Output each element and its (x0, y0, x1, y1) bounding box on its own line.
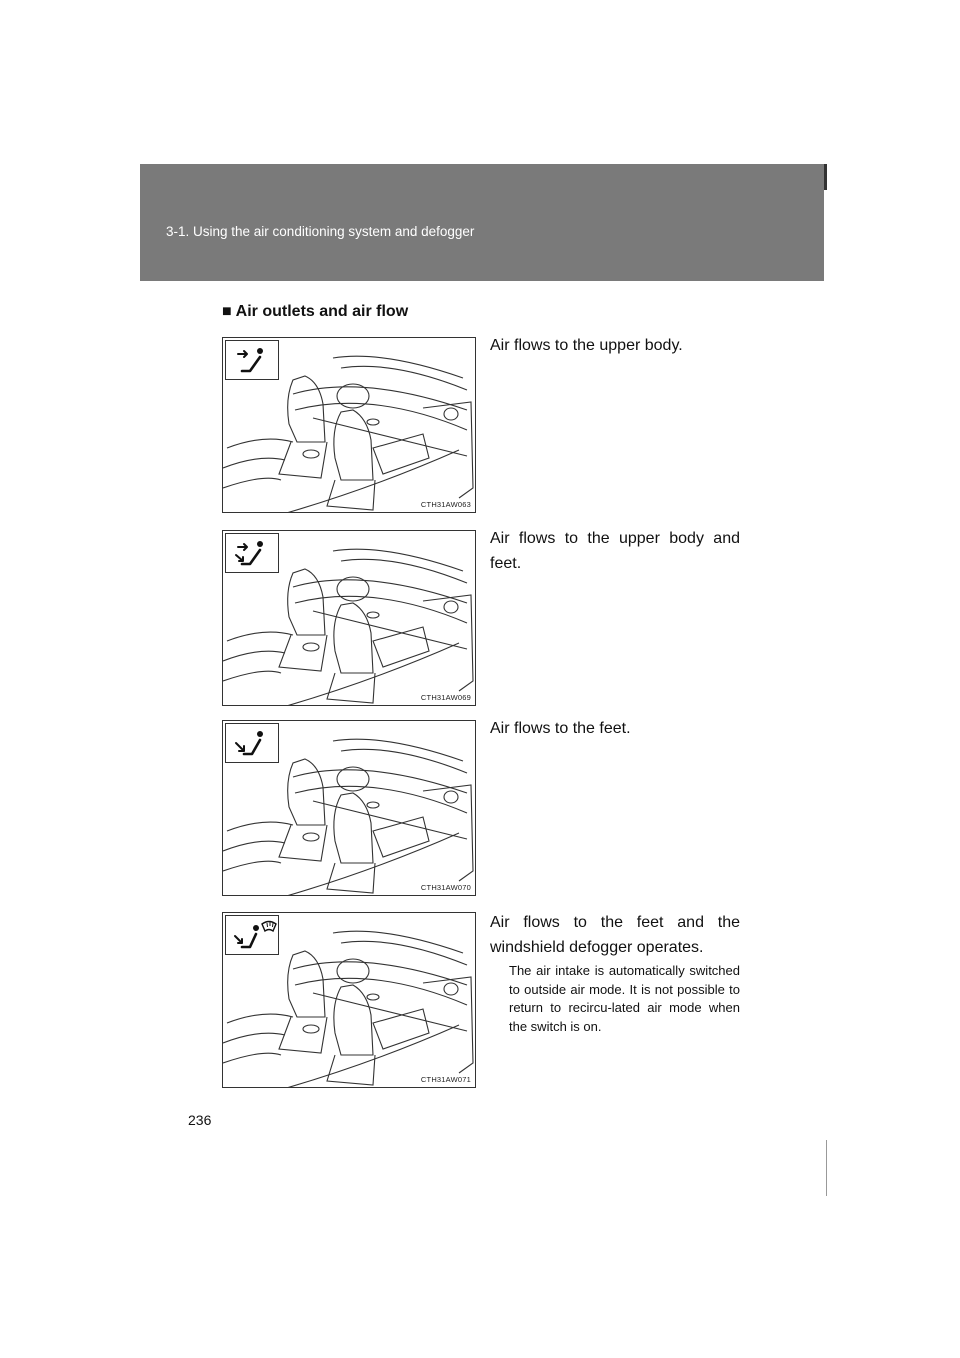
edge-mark (824, 164, 827, 190)
figure-foot-mode (222, 720, 476, 896)
cabin-line-15 (373, 817, 429, 857)
figure-code: CTH31AW071 (420, 1075, 471, 1084)
cabin-line-8 (279, 825, 327, 861)
section-heading (222, 303, 408, 321)
bi-level-vent-icon (225, 533, 279, 573)
cabin-line-10 (327, 673, 375, 703)
cabin-line-3 (295, 596, 467, 623)
foot-defog-vent-icon (225, 915, 279, 955)
cabin-line-14 (337, 577, 369, 601)
cabin-line-11 (227, 822, 293, 831)
cabin-line-8 (279, 1017, 327, 1053)
figure-code: CTH31AW070 (420, 883, 471, 892)
cabin-line-3 (295, 978, 467, 1005)
cabin-line-16 (444, 791, 458, 803)
figure-code: CTH31AW069 (420, 693, 471, 702)
foot-vent-icon (225, 723, 279, 763)
mode-description: Air flows to the feet and the windshield defogger operates. (490, 914, 740, 956)
cabin-line-3 (295, 786, 467, 813)
cabin-line-13 (223, 861, 281, 871)
cabin-line-3 (295, 403, 467, 430)
cabin-line-13 (223, 478, 281, 488)
figure-bilevel-mode (222, 530, 476, 706)
cabin-line-14 (337, 959, 369, 983)
cabin-line-12 (223, 651, 285, 661)
section-title: 3-1. Using the air conditioning system and defogger (166, 224, 475, 239)
figure-foot-defog-mode (222, 912, 476, 1088)
heading-text: Air outlets and air flow (235, 303, 409, 320)
mode-description: Air flows to the upper body and feet. (490, 530, 740, 572)
cabin-line-16 (444, 601, 458, 613)
cabin-line-1 (341, 366, 467, 390)
cabin-line-17 (303, 450, 319, 458)
cabin-line-17 (303, 643, 319, 651)
cabin-line-1 (341, 749, 467, 773)
face-vent-icon (225, 340, 279, 380)
mode-note: The air intake is automatically switched to outside air mode. It is not possible to return to recircu-lated air mode when the switch is on. (509, 963, 740, 1034)
cabin-line-1 (341, 559, 467, 583)
cabin-line-18 (367, 612, 379, 618)
cabin-line-11 (227, 632, 293, 641)
mode-description: Air flows to the feet. (490, 720, 631, 737)
cabin-line-12 (223, 458, 285, 468)
cabin-line-17 (303, 833, 319, 841)
cabin-line-16 (444, 983, 458, 995)
cabin-line-11 (227, 439, 293, 448)
cabin-line-10 (327, 480, 375, 510)
cabin-line-15 (373, 1009, 429, 1049)
cabin-line-16 (444, 408, 458, 420)
cabin-line-11 (227, 1014, 293, 1023)
figure-face-mode (222, 337, 476, 513)
figure-code: CTH31AW063 (420, 500, 471, 509)
cabin-line-18 (367, 802, 379, 808)
cabin-line-18 (367, 419, 379, 425)
cabin-line-12 (223, 1033, 285, 1043)
cabin-line-13 (223, 1053, 281, 1063)
cabin-line-18 (367, 994, 379, 1000)
cabin-line-8 (279, 442, 327, 478)
cabin-line-7 (288, 951, 325, 1017)
cabin-line-14 (337, 384, 369, 408)
cabin-line-7 (288, 569, 325, 635)
cabin-line-12 (223, 841, 285, 851)
cabin-line-13 (223, 671, 281, 681)
cabin-line-17 (303, 1025, 319, 1033)
cabin-line-15 (373, 434, 429, 474)
page-number: 236 (188, 1112, 212, 1128)
cabin-line-10 (327, 863, 375, 893)
cabin-line-14 (337, 767, 369, 791)
cabin-line-15 (373, 627, 429, 667)
cabin-line-10 (327, 1055, 375, 1085)
edge-line (826, 1140, 827, 1196)
cabin-line-7 (288, 376, 325, 442)
header-band (140, 164, 824, 281)
heading-marker: ■ (222, 303, 232, 320)
cabin-line-7 (288, 759, 325, 825)
cabin-line-1 (341, 941, 467, 965)
cabin-line-8 (279, 635, 327, 671)
mode-description: Air flows to the upper body. (490, 337, 683, 354)
